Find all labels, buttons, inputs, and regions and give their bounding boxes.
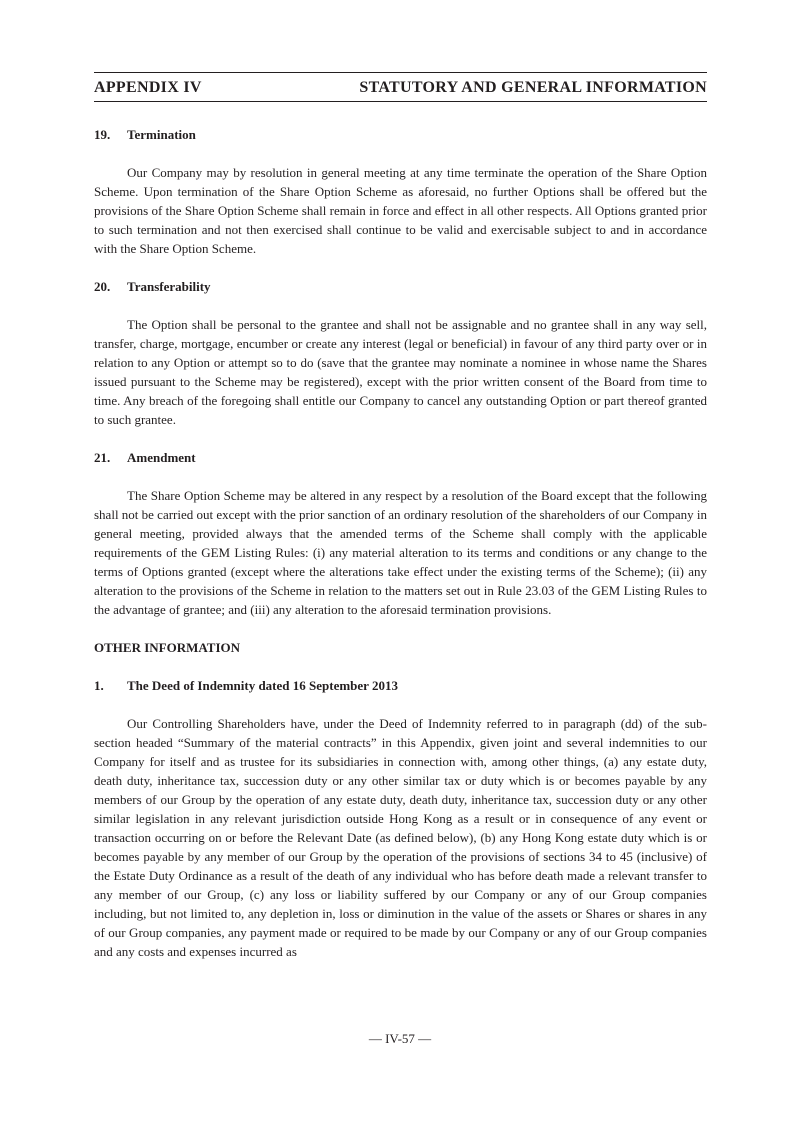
section-title: The Deed of Indemnity dated 16 September 2013 bbox=[127, 678, 398, 693]
section-number: 1. bbox=[94, 678, 104, 693]
paragraph-amendment: The Share Option Scheme may be altered in any respect by a resolution of the Board except that the following shall not be carried out except with the prior sanction of an ordinary resolution of the shareholders of our Company in general meeting, provided always that the amended terms of the Scheme shall comply with the applicable requirements of the GEM Listing Rules: (i) any material alteration to its terms and conditions or any change to the terms of Options granted (except where the alterations take effect under the existing terms of the Scheme); (ii) any alteration to the provisions of the Scheme in relation to the matters set out in Rule 23.03 of the GEM Listing Rules to the advantage of grantee; and (iii) any alteration to the aforesaid termination provisions. bbox=[94, 488, 707, 617]
page-number: — IV-57 — bbox=[368, 1031, 432, 1046]
section-title: Amendment bbox=[127, 450, 196, 465]
paragraph-deed-of-indemnity: Our Controlling Shareholders have, under the Deed of Indemnity referred to in paragraph (dd) of the sub-section headed “Summary of the material contracts” in this Appendix, given joint and several indemnities to our Company for itself and as trustee for its subsidiaries in connection with, among other things, (a) any estate duty, death duty, inheritance tax, succession duty or any other similar tax or duty which is or becomes payable by any members of our Group by the operation of any estate duty, death duty, inheritance tax, succession duty or any other similar legislation in any relevant jurisdiction outside Hong Kong as a result or in consequence of any event or transaction occurring on or before the Relevant Date (as defined below), (b) any Hong Kong estate duty which is or becomes payable by any member of our Group by the operation of the provisions of sections 34 to 45 (inclusive) of the Estate Duty Ordinance as a result of the death of any individual who has before death made a relevant transfer to any member of our Group, (c) any loss or liability suffered by our Company or any of our Group companies including, but not limited to, any depletion in, loss or diminution in the value of the assets or Shares or shares in any of our Group companies, any payment made or required to be made by our Company or any of our Group companies and any costs and expenses incurred as bbox=[94, 716, 707, 959]
section-heading-termination bbox=[94, 125, 707, 144]
section-number: 20. bbox=[94, 279, 111, 294]
header-title: STATUTORY AND GENERAL INFORMATION bbox=[359, 79, 707, 96]
other-information-heading: OTHER INFORMATION bbox=[94, 640, 241, 655]
section-heading-deed-of-indemnity bbox=[94, 676, 707, 695]
appendix-label: APPENDIX IV bbox=[94, 79, 202, 96]
section-number: 21. bbox=[94, 450, 111, 465]
section-heading-amendment bbox=[94, 448, 707, 467]
section-heading-transferability bbox=[94, 277, 707, 296]
paragraph-termination: Our Company may by resolution in general meeting at any time terminate the operation of the Share Option Scheme. Upon termination of the Share Option Scheme as aforesaid, no further Options shall be offered but the provisions of the Share Option Scheme shall remain in force and effect in all other respects. All Options granted prior to such termination and not then exercised shall continue to be valid and exercisable subject to and in accordance with the Share Option Scheme. bbox=[94, 165, 707, 256]
paragraph-transferability: The Option shall be personal to the grantee and shall not be assignable and no grantee shall in any way sell, transfer, charge, mortgage, encumber or create any interest (legal or beneficial) in favour of any third party over or in relation to any Option or attempt so to do (save that the grantee may nominate a nominee in whose name the Shares issued pursuant to the Scheme may be registered), except with the prior written consent of the Board from time to time. Any breach of the foregoing shall entitle our Company to cancel any outstanding Option or part thereof granted to such grantee. bbox=[94, 317, 707, 427]
section-number: 19. bbox=[94, 127, 111, 142]
section-title: Termination bbox=[127, 127, 196, 142]
section-title: Transferability bbox=[127, 279, 211, 294]
page-content bbox=[94, 125, 707, 961]
page-header bbox=[94, 72, 707, 102]
